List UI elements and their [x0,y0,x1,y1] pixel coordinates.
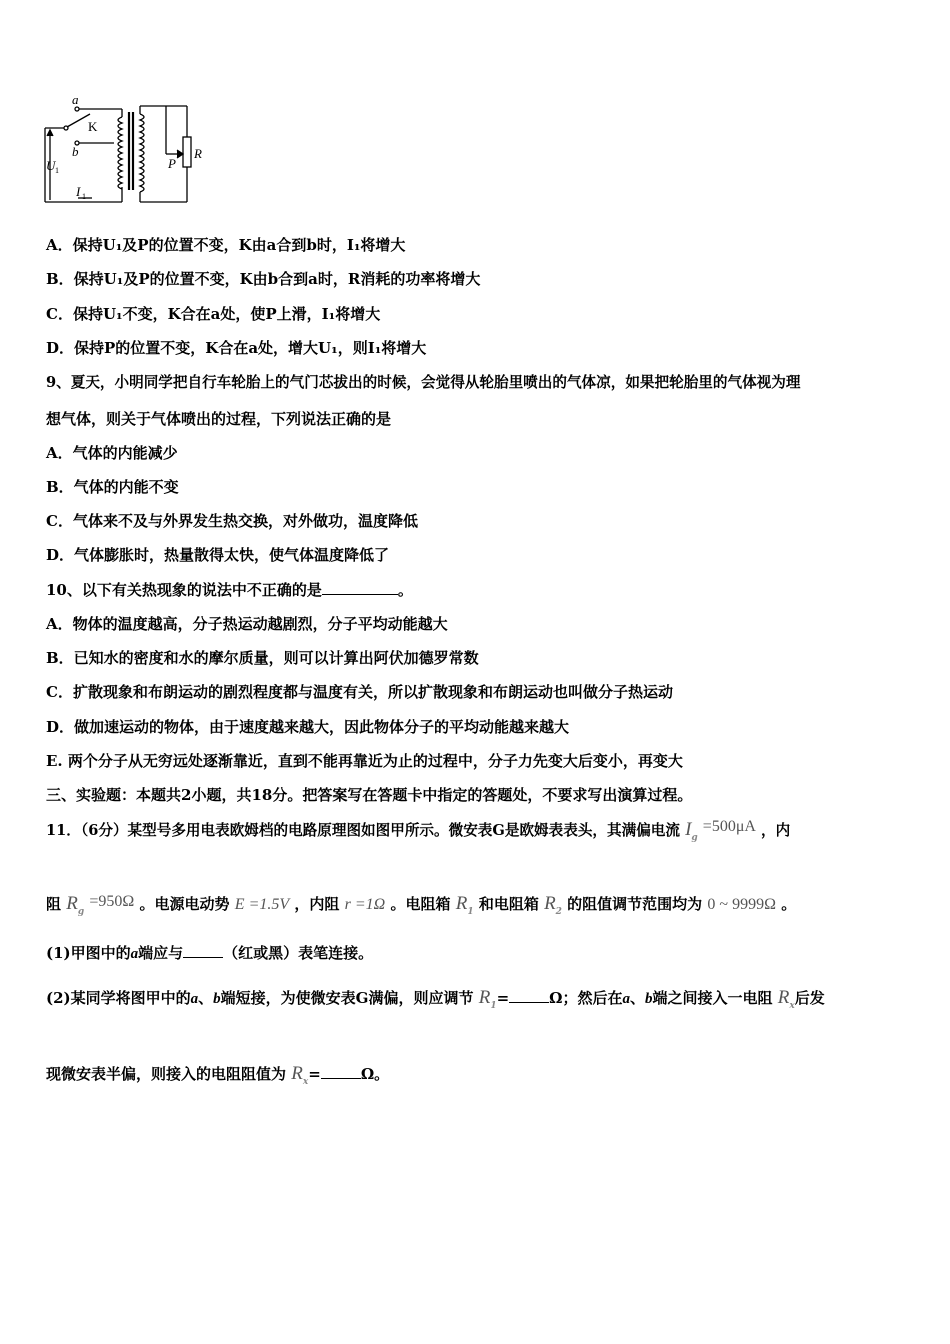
q9-option-c: C．气体来不及与外界发生热交换，对外做功，温度降低 [46,512,418,530]
q11-range-value: 0 ~ 9999Ω [707,896,776,913]
q11-r1-symbol: R [455,893,468,914]
q11-sub1-c: （红或黑）表笔连接。 [223,944,374,962]
q11-sub2-c: Ω；然后在 [549,989,623,1007]
q11-line2-a: 阻 [46,895,62,913]
q11-sub2-rx-symbol: R [777,987,790,1008]
q9-stem-line1: 9、夏天，小明同学把自行车轮胎上的气门芯拔出的时候，会觉得从轮胎里喷出的气体凉，如果把轮胎里的气体视为理 [46,374,801,391]
q11-r-value: r =1Ω [344,896,386,913]
q10-option-c: C．扩散现象和布朗运动的剧烈程度都与温度有关，所以扩散现象和布朗运动也叫做分子热运动 [46,683,673,701]
q11-line2-c: ，内阻 [294,895,340,913]
q11-rg-sub: g [77,907,85,917]
q11-sub2-rx-sub: x [789,1001,795,1011]
q11-sub2-r1-blank[interactable] [509,988,549,1003]
q11-last-rx-blank[interactable] [321,1064,361,1079]
label-b: b [72,144,79,159]
section3-title: 三、实验题：本题共2小题，共18分。把答案写在答题卡中指定的答题处，不要求写出演算过程。 [46,786,693,804]
q11-sub2-c-a: a [622,991,631,1007]
q11-sub2-r1-symbol: R [478,987,491,1008]
q11-r2-sub: 2 [555,907,562,917]
q10-stem-text: 10、以下有关热现象的说法中不正确的是 [46,581,322,599]
q11-sub1-blank[interactable] [183,943,223,958]
q11-last-line [46,1064,389,1092]
q11-last-rx-symbol: R [291,1063,303,1084]
q11-sub1-a-italic: a [130,946,139,962]
label-u1-sub: 1 [55,166,59,175]
q11-sub2-b-it: b [213,991,221,1007]
q9-option-a: A．气体的内能减少 [46,444,178,462]
q9-option-d: D．气体膨胀时，热量散得太快，使气体温度降低了 [46,546,390,564]
q11-last-eq: = [308,1065,321,1083]
q11-line2-d: 。电阻箱 [390,895,451,913]
q11-sub2-sep: 、 [198,989,214,1007]
q11-last-a: 现微安表半偏，则接入的电阻阻值为 [46,1065,287,1083]
q8-option-c: C．保持U₁不变，K合在a处，使P上滑，I₁将增大 [46,305,381,323]
q11-line2-g: 。 [781,895,797,913]
q8-option-d: D．保持P的位置不变，K合在a处，增大U₁，则I₁将增大 [46,339,427,357]
q11-sub2-d: 端之间接入一电阻 [652,989,773,1007]
label-a: a [72,92,79,107]
q11-r2-symbol: R [544,893,556,914]
q10-option-b: B．已知水的密度和水的摩尔质量，则可以计算出阿伏加德罗常数 [46,649,479,667]
q11-sub1-a: (1)甲图中的 [46,944,131,962]
q11-sub2-c-b: b [645,991,653,1007]
label-p: P [168,156,176,171]
q10-stem-end: 。 [397,581,413,599]
q11-sub1 [46,943,373,964]
q11-stem-line1 [46,820,790,848]
q11-sub2-b: 端短接，为使微安表G满偏，则应调节 [220,989,474,1007]
q8-option-a: A．保持U₁及P的位置不变，K由a合到b时，I₁将增大 [46,236,406,254]
q11-rg-symbol: R [66,893,78,914]
q11-rg-value: =950Ω [89,893,135,910]
q11-line2-e: 和电阻箱 [478,895,539,913]
q11-line2-f: 的阻值调节范围均为 [567,895,703,913]
q11-last-rx-sub: x [302,1077,309,1087]
q11-sub2 [46,988,825,1016]
q10-stem [46,580,413,600]
q11-emf-value: E =1.5V [234,896,290,913]
q11-sub2-a-it: a [190,991,199,1007]
q11-ig-symbol: I [685,819,692,840]
label-k: K [88,119,98,134]
q11-line2-b: 。电源电动势 [139,895,230,913]
q11-sub2-eq: = [496,989,510,1007]
q11-last-end: Ω。 [360,1065,390,1083]
q10-option-d: D．做加速运动的物体，由于速度越来越大，因此物体分子的平均动能越来越大 [46,718,570,736]
q11-ig-value: =500μA [702,818,756,835]
label-u1: U [46,158,56,173]
q11-r1-sub: 1 [467,907,474,917]
q11-sub2-e: 后发 [794,989,825,1007]
label-i1: I [76,184,81,199]
q10-answer-blank[interactable] [322,580,398,595]
q11-stem-part1: 11．（6分）某型号多用电表欧姆档的电路原理图如图甲所示。微安表G是欧姆表表头，其满偏电流 [46,822,680,839]
q11-ig-sub: g [691,833,698,843]
transformer-circuit-diagram [40,92,215,207]
q9-stem-line2: 想气体，则关于气体喷出的过程，下列说法正确的是 [46,410,392,428]
q10-option-a: A．物体的温度越高，分子热运动越剧烈，分子平均动能越大 [46,615,448,633]
q11-sub2-r1-sub: 1 [490,1001,497,1011]
label-i1-sub: 1 [82,192,86,201]
q11-stem-part2: ，内 [761,822,791,839]
q10-option-e: E. 两个分子从无穷远处逐渐靠近，直到不能再靠近为止的过程中，分子力先变大后变小，再变大 [46,752,683,770]
q11-sub1-b: 端应与 [138,944,184,962]
q9-option-b: B．气体的内能不变 [46,478,179,496]
q11-sub2-a: (2)某同学将图甲中的 [46,989,191,1007]
q8-option-b: B．保持U₁及P的位置不变，K由b合到a时，R消耗的功率将增大 [46,270,481,288]
q11-stem-line2 [46,894,796,922]
q11-sub2-c-sep: 、 [630,989,646,1007]
label-r: R [194,146,202,161]
